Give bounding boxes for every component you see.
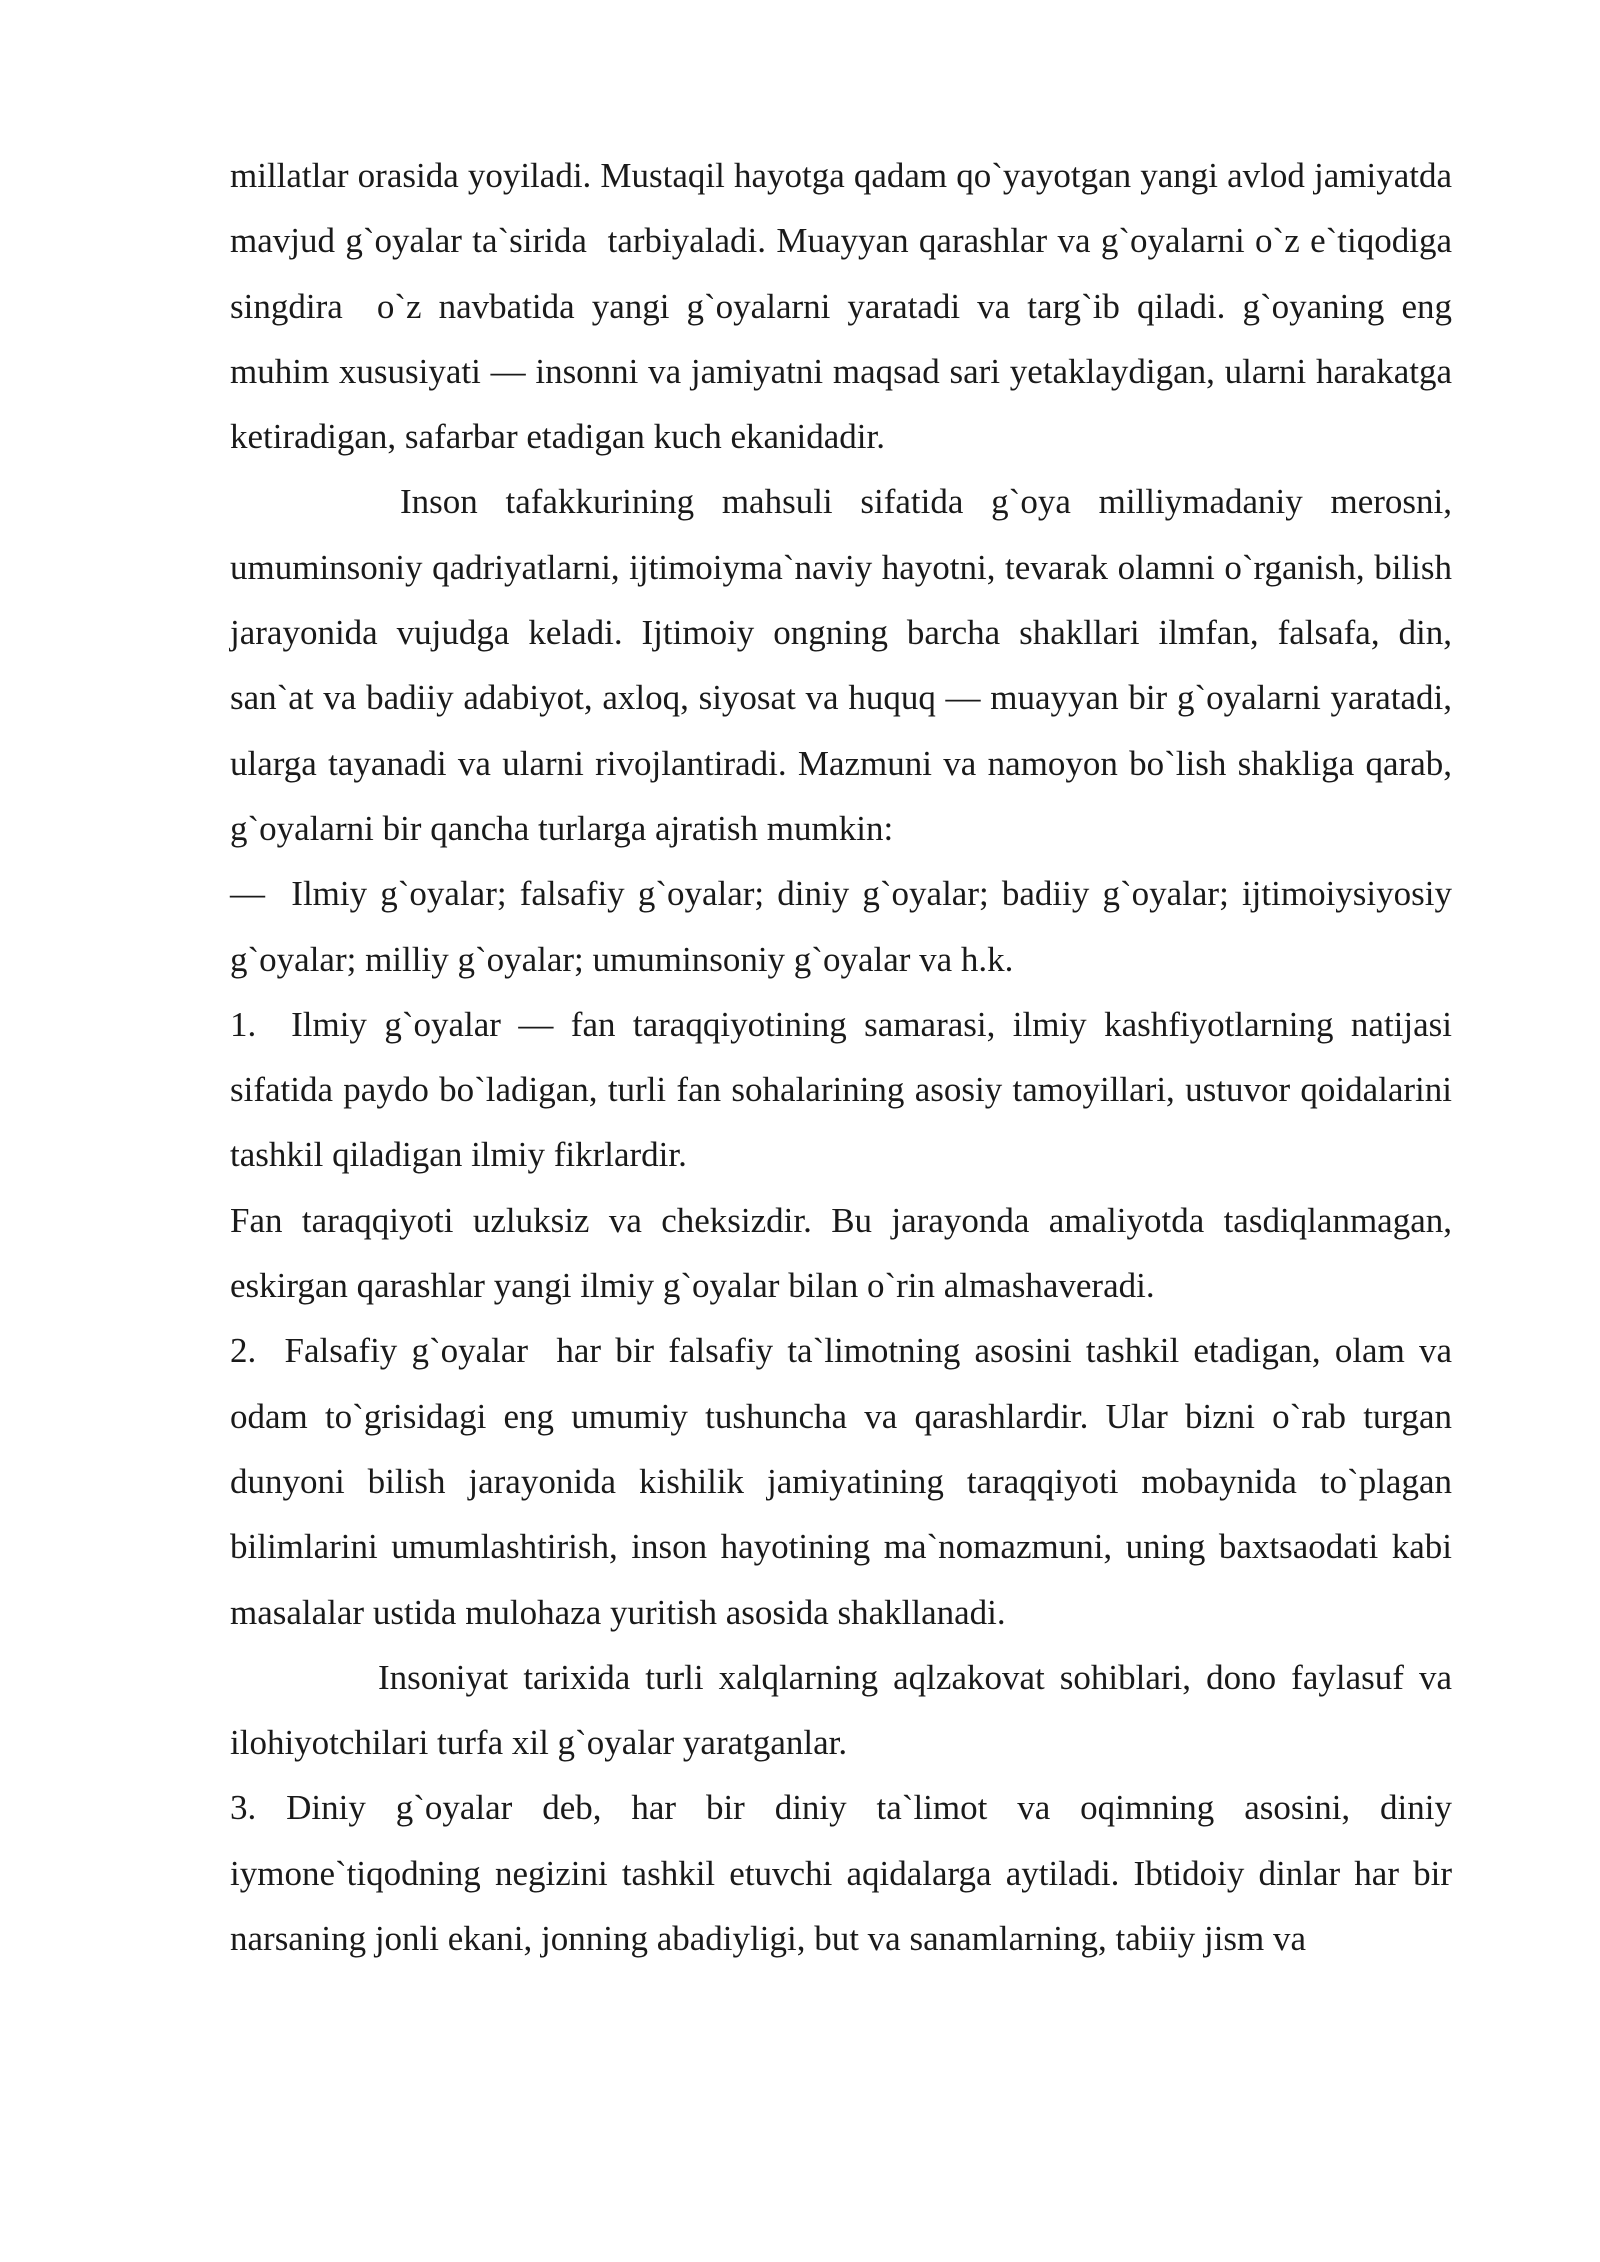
paragraph-2: Inson tafakkurining mahsuli sifatida g`oya milliymadaniy merosni, umuminsoniy qadriyatlarni, ijtimoiyma`naviy hayotni, tevarak olamni o`rganish, bilish jarayonida vujudga keladi. Ijtimoiy ongning barcha shakllari ilmfan, falsafa, din, san`at va badiiy adabiyot, axloq, siyosat va huquq — muayyan bir g`oyalarni yaratadi, ularga tayanadi va ularni rivojlantiradi. Mazmuni va namoyon bo`lish shakliga qarab, g`oyalarni bir qancha turlarga ajratish mumkin: [230,482,1461,848]
paragraph-3-list: — Ilmiy g`oyalar; falsafiy g`oyalar; diniy g`oyalar; badiiy g`oyalar; ijtimoiysiyosiy g`oyalar; milliy g`oyalar; umuminsoniy g`oyalar va h.k. [230,874,1461,979]
paragraph-5: Fan taraqqiyoti uzluksiz va cheksizdir. Bu jarayonda amaliyotda tasdiqlanmagan, eskirgan qarashlar yangi ilmiy g`oyalar bilan o`rin almashaveradi. [230,1200,1461,1306]
paragraph-7: Insoniyat tarixida turli xalqlarning aqlzakovat sohiblari, dono faylasuf va ilohiyotchilari turfa xil g`oyalar yaratganlar. [230,1657,1461,1763]
paragraph-1: millatlar orasida yoyiladi. Mustaqil hayotga qadam qo`yayotgan yangi avlod jamiyatda mavjud g`oyalar ta`sirida tarbiyaladi. Muayyan qarashlar va g`oyalarni o`z e`tiqodiga singdira o`z navbatida yangi g`oyalarni yaratadi va targ`ib qiladi. g`oyaning eng muhim xususiyati — insonni va jamiyatni maqsad sari yetaklaydigan, ularni harakatga ketiradigan, safarbar etadigan kuch ekanidadir. [230,156,1461,457]
paragraph-6-falsafiy: 2. Falsafiy g`oyalar har bir falsafiy ta`limotning asosini tashkil etadigan, olam va odam to`grisidagi eng umumiy tushuncha va qarashlardir. Ular bizni o`rab turgan dunyoni bilish jarayonida kishilik jamiyatining taraqqiyoti mobaynida to`plagan bilimlarini umumlashtirish, inson hayotining ma`nomazmuni, uning baxtsaodati kabi masalalar ustida mulohaza yuritish asosida shakllanadi. [230,1331,1461,1632]
paragraph-8-diniy: 3. Diniy g`oyalar deb, har bir diniy ta`limot va oqimning asosini, diniy iymone`tiqodning negizini tashkil etuvchi aqidalarga aytiladi. Ibtidoiy dinlar har bir narsaning jonli ekani, jonning abadiyligi, but va sanamlarning, tabiiy jism va [230,1788,1461,1959]
paragraph-4-ilmiy: 1. Ilmiy g`oyalar — fan taraqqiyotining samarasi, ilmiy kashfiyotlarning natijasi sifatida paydo bo`ladigan, turli fan sohalarining asosiy tamoyillari, ustuvor qoidalarini tashkil qiladigan ilmiy fikrlardir. [230,1004,1461,1175]
document-body [230,143,1461,1971]
